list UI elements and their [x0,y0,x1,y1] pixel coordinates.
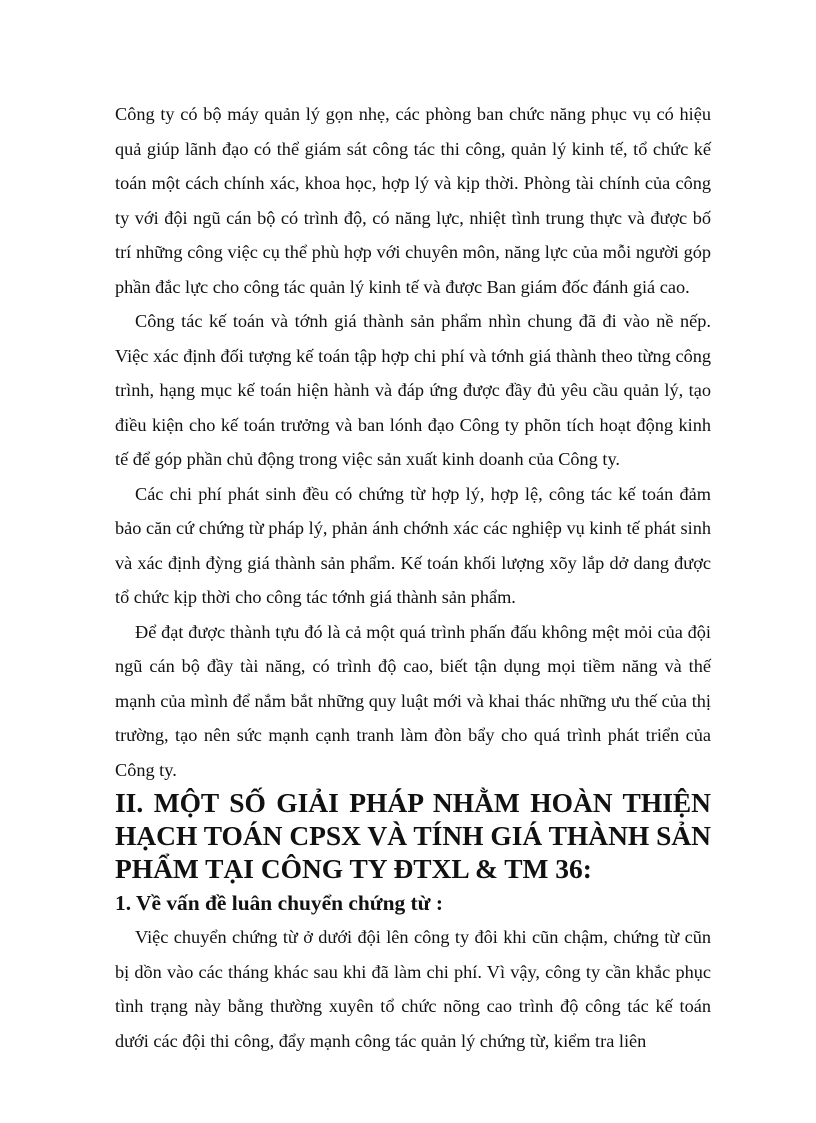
subsection-heading: 1. Về vấn đề luân chuyển chứng từ : [115,891,444,915]
paragraph-document-circulation: Việc chuyển chứng từ ở dưới đội lên công ty đôi khi cũn chậm, chứng từ cũn bị dồn vào các tháng khác sau khi đã làm chi phí. Vì vậy, công ty cần khắc phục tình trạng này bằng thường xuyên tổ chức nõng cao trình độ công tác kế toán dưới các đội thi công, đẩy mạnh công tác quản lý chứng từ, kiểm tra liên [115,927,711,1051]
paragraph-accounting-work: Công tác kế toán và tớnh giá thành sản phẩm nhìn chung đã đi vào nề nếp. Việc xác định đối tượng kế toán tập hợp chi phí và tớnh giá thành theo từng công trình, hạng mục kế toán hiện hành và đáp ứng được đầy đủ yêu cầu quản lý, tạo điều kiện cho kế toán trưởng và ban lónh đạo Công ty phõn tích hoạt động kinh tế để góp phần chủ động trong việc sản xuất kinh doanh của Công ty. [115,311,711,469]
paragraph-achievements: Để đạt được thành tựu đó là cả một quá trình phấn đấu không mệt mỏi của đội ngũ cán bộ đầy tài năng, có trình độ cao, biết tận dụng mọi tiềm năng và thế mạnh của mình để nắm bắt những quy luật mới và khai thác những ưu thế của thị trường, tạo nên sức mạnh cạnh tranh làm đòn bẩy cho quá trình phát triển của Công ty. [115,621,711,780]
paragraph-management-structure: Công ty có bộ máy quản lý gọn nhẹ, các phòng ban chức năng phục vụ có hiệu quả giúp lãnh đạo có thể giám sát công tác thi công, quản lý kinh tế, tổ chức kế toán một cách chính xác, khoa học, hợp lý và kịp thời. Phòng tài chính của công ty với đội ngũ cán bộ có trình độ, có năng lực, nhiệt tình trung thực và được bố trí những công việc cụ thể phù hợp với chuyên môn, năng lực của mỗi người góp phần đắc lực cho công tác quản lý kinh tế và được Ban giám đốc đánh giá cao. [115,104,711,297]
section-heading: II. MỘT SỐ GIẢI PHÁP NHẰM HOÀN THIỆN HẠCH TOÁN CPSX VÀ TÍNH GIÁ THÀNH SẢN PHẨM TẠI CÔNG TY ĐTXL & TM 36: [115,788,711,884]
paragraph-expense-documents: Các chi phí phát sinh đều có chứng từ hợp lý, hợp lệ, công tác kế toán đảm bảo căn cứ chứng từ pháp lý, phản ánh chớnh xác các nghiệp vụ kinh tế phát sinh và xác định đỳng giá thành sản phẩm. Kế toán khối lượng xõy lắp dở dang được tổ chức kịp thời cho công tác tớnh giá thành sản phẩm. [115,483,711,607]
document-page [115,97,711,1058]
